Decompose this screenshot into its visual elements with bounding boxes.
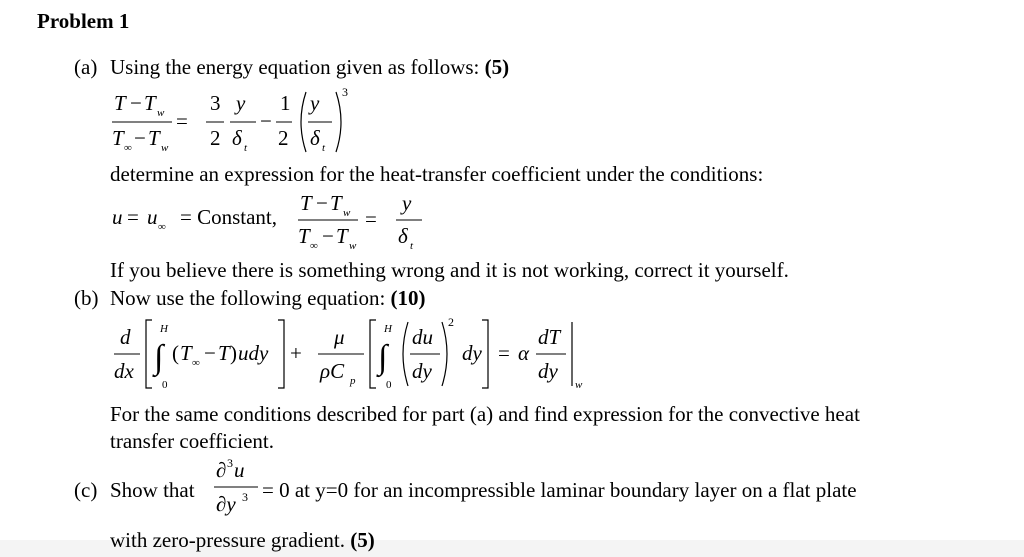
svg-text:∂: ∂: [216, 458, 227, 482]
svg-text:ρC: ρC: [320, 359, 345, 383]
svg-text:): ): [230, 341, 237, 365]
svg-text:t: t: [410, 240, 414, 252]
part-c-label: (c): [74, 478, 98, 502]
svg-text:∞: ∞: [158, 221, 166, 233]
svg-text:d: d: [120, 325, 131, 349]
part-b-intro-text: Now use the following equation:: [110, 286, 391, 310]
svg-text:T: T: [330, 191, 342, 215]
svg-text:T: T: [144, 91, 156, 115]
svg-text:u: u: [234, 458, 245, 482]
svg-text:δ: δ: [398, 224, 408, 248]
svg-text:α: α: [518, 341, 530, 365]
svg-text:−: −: [322, 224, 334, 248]
svg-text:3: 3: [242, 490, 248, 504]
svg-text:T: T: [336, 224, 348, 248]
svg-text:−: −: [316, 191, 328, 215]
svg-text:udy: udy: [238, 341, 269, 365]
svg-text:∞: ∞: [310, 240, 318, 252]
svg-text:2: 2: [448, 315, 454, 329]
svg-text:t: t: [244, 142, 248, 154]
svg-text:du: du: [412, 325, 433, 349]
svg-text:∂y: ∂y: [216, 492, 236, 516]
part-b-line3: transfer coefficient.: [110, 429, 275, 453]
svg-text:δ: δ: [232, 126, 242, 150]
part-c-line2-text: with zero-pressure gradient.: [110, 528, 351, 552]
svg-text:+: +: [290, 341, 302, 365]
svg-text:T: T: [148, 126, 160, 150]
problem-title: Problem 1: [37, 9, 130, 33]
svg-text:w: w: [343, 207, 351, 219]
svg-text:=: =: [127, 205, 139, 229]
svg-text:u: u: [112, 205, 123, 229]
part-b-line2: For the same conditions described for part (a) and find expression for the convective heat: [110, 402, 860, 426]
svg-text:T: T: [112, 126, 124, 150]
svg-text:∞: ∞: [124, 142, 132, 154]
svg-text:(: (: [172, 341, 179, 365]
svg-text:−: −: [204, 341, 216, 365]
svg-text:y: y: [310, 91, 320, 115]
svg-text:3: 3: [227, 456, 233, 470]
svg-text:dy: dy: [538, 359, 558, 383]
svg-text:w: w: [157, 107, 165, 119]
svg-text:dy: dy: [462, 341, 482, 365]
part-b-points: (10): [390, 286, 426, 310]
svg-text:0: 0: [162, 379, 168, 391]
svg-text:−: −: [260, 109, 272, 133]
svg-text:y: y: [402, 191, 412, 215]
svg-text:3: 3: [342, 85, 348, 99]
svg-text:T: T: [114, 91, 126, 115]
svg-text:=: =: [365, 207, 377, 231]
integral-equation-b: [110, 314, 610, 394]
svg-text:T: T: [218, 341, 230, 365]
part-a-intro-text: Using the energy equation given as follows:: [110, 55, 485, 79]
energy-equation-a: [110, 84, 360, 158]
third-derivative-fraction: [212, 455, 264, 527]
part-c-line2: [110, 530, 375, 551]
part-a-label: (a): [74, 55, 98, 79]
svg-text:u: u: [147, 205, 158, 229]
svg-text:w: w: [349, 240, 357, 252]
svg-text:∞: ∞: [192, 357, 200, 369]
part-b-intro: [110, 288, 426, 309]
svg-text:w: w: [161, 142, 169, 154]
svg-text:H: H: [384, 323, 392, 335]
svg-text:dx: dx: [114, 359, 134, 383]
part-c-show-that: Show that: [110, 478, 195, 502]
svg-text:δ: δ: [310, 126, 320, 150]
part-b-label: (b): [74, 286, 99, 310]
svg-text:∫: ∫: [378, 339, 388, 376]
part-a-line2: determine an expression for the heat-transfer coefficient under the conditions:: [110, 162, 764, 186]
svg-text:dT: dT: [538, 325, 561, 349]
svg-text:t: t: [322, 142, 326, 154]
svg-text:H: H: [160, 323, 168, 335]
part-a-line4: If you believe there is something wrong and it is not working, correct it yourself.: [110, 258, 789, 282]
part-a-points: (5): [484, 55, 510, 79]
svg-text:2: 2: [278, 126, 289, 150]
svg-text:0: 0: [386, 379, 392, 391]
svg-text:∫: ∫: [154, 339, 164, 376]
part-c-rest: = 0 at y=0 for an incompressible laminar boundary layer on a flat plate: [262, 478, 857, 502]
svg-text:T: T: [180, 341, 192, 365]
svg-text:−: −: [130, 91, 142, 115]
svg-text:2: 2: [210, 126, 221, 150]
svg-text:T: T: [300, 191, 312, 215]
svg-text:dy: dy: [412, 359, 432, 383]
svg-text:p: p: [350, 375, 356, 387]
svg-text:=: =: [498, 341, 510, 365]
conditions-equation: [110, 190, 430, 260]
part-a-intro: [110, 57, 509, 78]
svg-text:3: 3: [210, 91, 221, 115]
svg-text:w: w: [575, 379, 583, 391]
svg-text:=: =: [176, 109, 188, 133]
part-c-points: (5): [350, 528, 375, 552]
constant-text: = Constant,: [180, 205, 278, 229]
svg-text:μ: μ: [334, 325, 345, 349]
svg-text:−: −: [134, 126, 146, 150]
svg-text:T: T: [298, 224, 310, 248]
svg-text:y: y: [236, 91, 246, 115]
svg-text:1: 1: [280, 91, 291, 115]
